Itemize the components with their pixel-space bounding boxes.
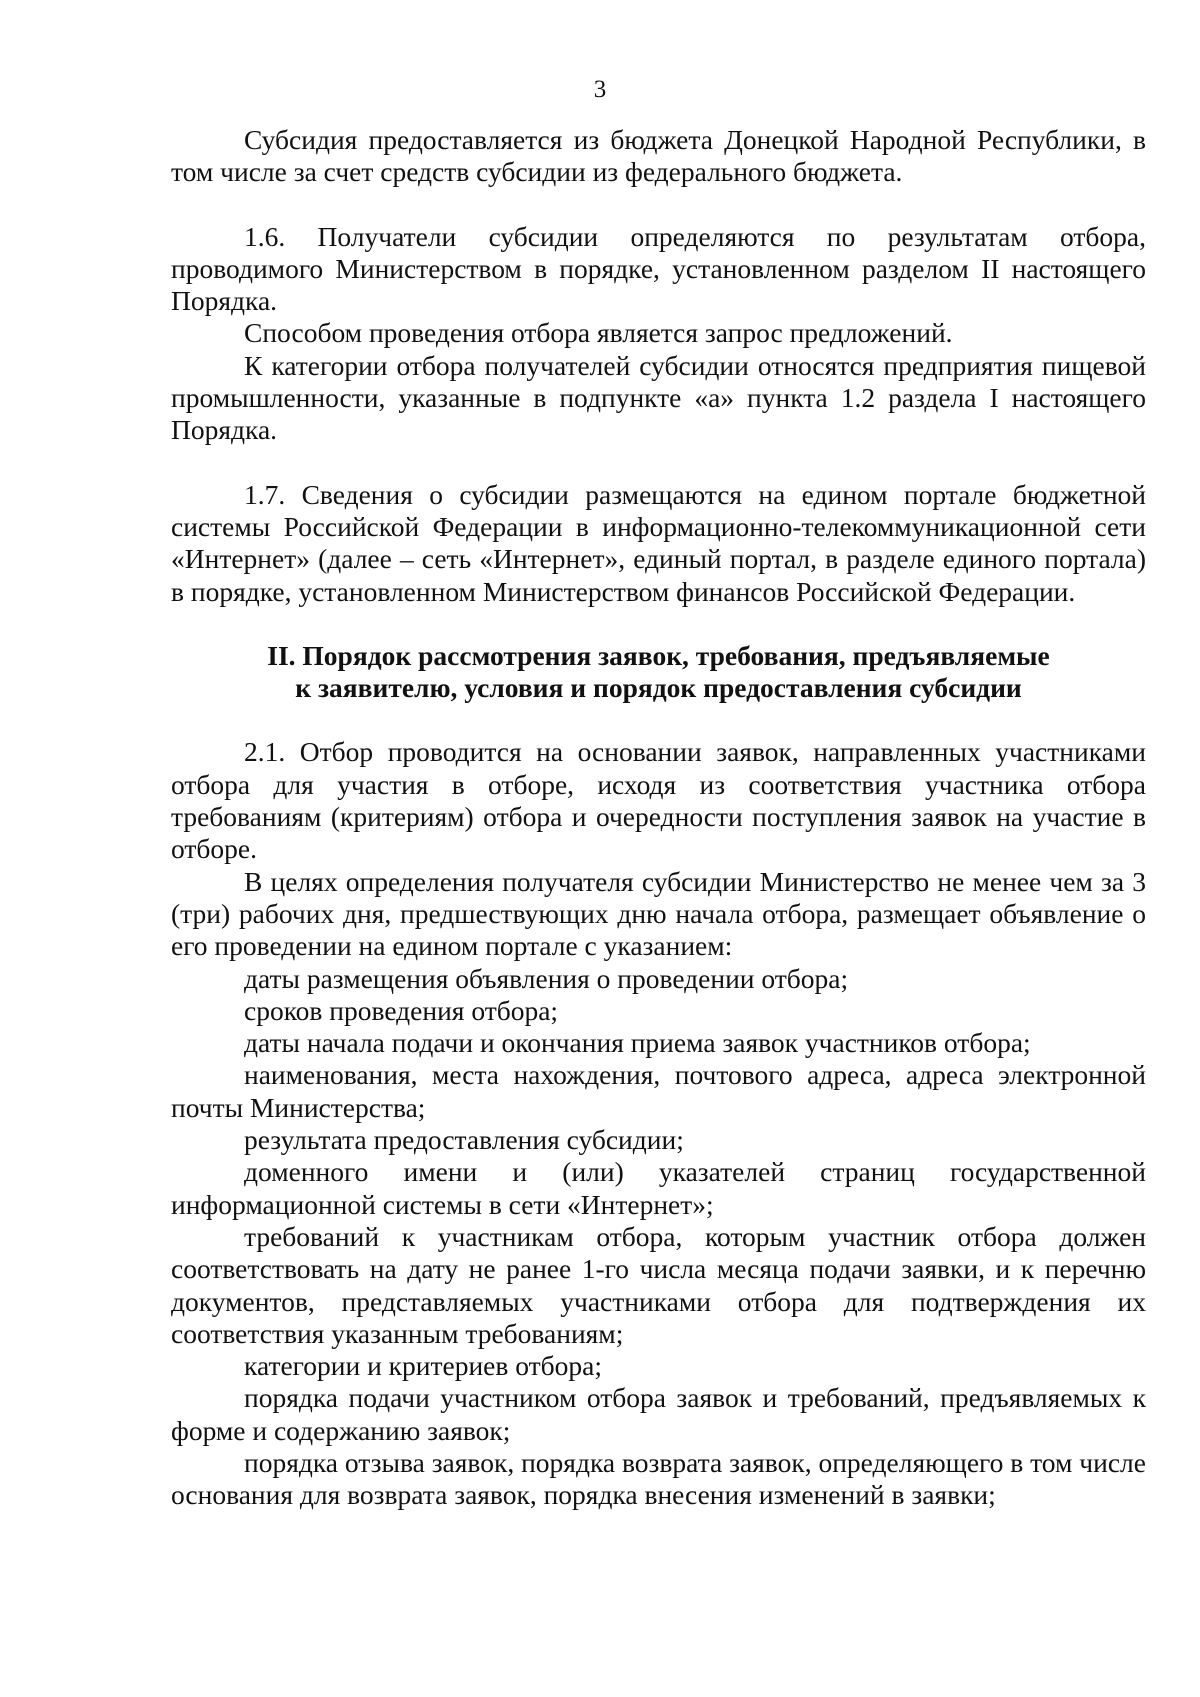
- paragraph-subsidy-source: Субсидия предоставляется из бюджета Донецкой Народной Республики, в том числе за счет средств субсидии из федерального бюджета.: [171, 124, 1146, 188]
- list-item: требований к участникам отбора, которым участник отбора должен соответствовать на дату не ранее 1-го числа месяца подачи заявки, и к перечню документов, представляемых участниками отбора для подтверждения их соответствия указанным требованиям;: [171, 1220, 1146, 1349]
- list-item: доменного имени и (или) указателей страниц государственной информационной системы в сети «Интернет»;: [171, 1156, 1146, 1220]
- list-item: порядка подачи участником отбора заявок и требований, предъявляемых к форме и содержанию заявок;: [171, 1382, 1146, 1446]
- list-item: результата предоставления субсидии;: [244, 1124, 684, 1156]
- page-number: 3: [593, 76, 607, 103]
- paragraph-1-6-method: Способом проведения отбора является запрос предложений.: [244, 317, 953, 349]
- list-item: даты размещения объявления о проведении отбора;: [244, 962, 849, 994]
- paragraph-1-6: 1.6. Получатели субсидии определяются по результатам отбора, проводимого Министерством в порядке, установленном разделом II настоящего Порядка.: [171, 220, 1146, 317]
- section-heading: [171, 640, 1146, 705]
- paragraph-gap: [171, 189, 1146, 221]
- section-heading-line-2: к заявителю, условия и порядок предоставления субсидии: [295, 672, 1022, 704]
- list-item: наименования, места нахождения, почтового адреса, адреса электронной почты Министерства;: [171, 1059, 1146, 1123]
- paragraph-gap: [171, 608, 1146, 640]
- paragraph-gap: [171, 704, 1146, 736]
- section-heading-line-1: II. Порядок рассмотрения заявок, требования, предъявляемые: [267, 639, 1050, 671]
- paragraph-1-6-category: К категории отбора получателей субсидии относятся предприятия пищевой промышленности, указанные в подпункте «а» пункта 1.2 раздела I настоящего Порядка.: [171, 349, 1146, 446]
- paragraph-2-1: 2.1. Отбор проводится на основании заявок, направленных участниками отбора для участия в отборе, исходя из соответствия участника отбора требованиям (критериям) отбора и очередности поступления заявок на участие в отборе.: [171, 736, 1146, 865]
- list-item: даты начала подачи и окончания приема заявок участников отбора;: [244, 1027, 1031, 1059]
- paragraph-gap: [171, 447, 1146, 479]
- list-item: порядка отзыва заявок, порядка возврата заявок, определяющего в том числе основания для возврата заявок, порядка внесения изменений в заявки;: [171, 1446, 1146, 1511]
- paragraph-1-7: 1.7. Сведения о субсидии размещаются на едином портале бюджетной системы Российской Федерации в информационно-телекоммуникационной сети «Интернет» (далее – сеть «Интернет», единый портал, в разделе единого портала) в порядке, установленном Министерством финансов Российской Федерации.: [171, 478, 1146, 607]
- list-item: сроков проведения отбора;: [244, 994, 559, 1026]
- list-item: категории и критериев отбора;: [244, 1350, 602, 1382]
- paragraph-2-1-announcement: В целях определения получателя субсидии Министерство не менее чем за 3 (три) рабочих дня, предшествующих дню начала отбора, размещает объявление о его проведении на едином портале с указанием:: [171, 865, 1146, 962]
- document-body: [171, 124, 1146, 1512]
